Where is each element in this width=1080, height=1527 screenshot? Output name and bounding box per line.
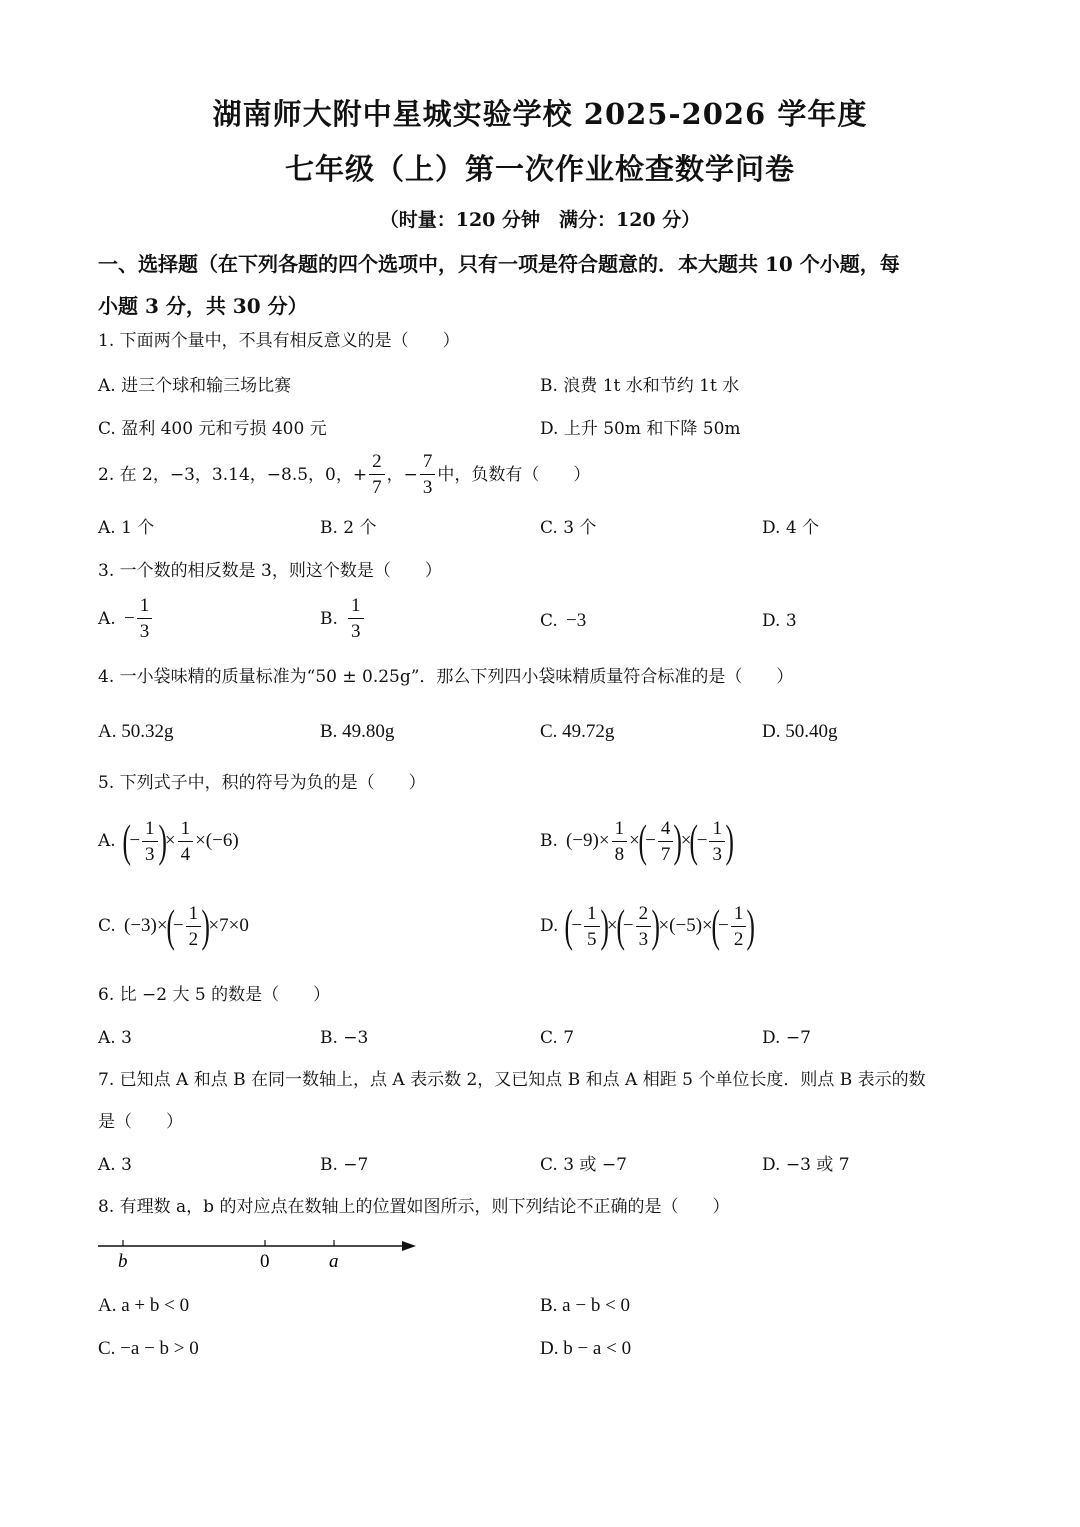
question-7-stem-line2: 是（ ）	[98, 1112, 183, 1132]
question-2-option-d[interactable]: D. 4 个	[762, 518, 820, 538]
question-2-option-a[interactable]: A. 1 个	[98, 518, 155, 538]
question-7-stem-line1: 7. 已知点 A 和点 B 在同一数轴上，点 A 表示数 2，又已知点 B 和点 A 相距 5 个单位长度．则点 B 表示的数	[98, 1070, 926, 1090]
question-1-option-b[interactable]: B. 浪费 1t 水和节约 1t 水	[540, 376, 740, 396]
question-6-option-d[interactable]: D. −7	[762, 1028, 811, 1048]
question-8-option-b[interactable]: B. a − b < 0	[540, 1295, 631, 1316]
question-4-option-d[interactable]: D. 50.40g	[762, 721, 838, 742]
question-2-option-b[interactable]: B. 2 个	[320, 518, 377, 538]
fraction-7-3: $\frac{7}{3}$	[420, 452, 436, 497]
question-6-option-a[interactable]: A. 3	[98, 1028, 132, 1048]
question-8-stem: 8. 有理数 a，b 的对应点在数轴上的位置如图所示，则下列结论不正确的是（ ）	[98, 1197, 730, 1217]
question-3-option-a[interactable]: A. − $\frac{1}{3}$	[98, 596, 154, 641]
question-5-option-d[interactable]: D. ( − $\frac{1}{5}$ ) × ( − $\frac{2}{3}$ ) ×(−5)× ( − $\frac{1}{2}$ )	[540, 900, 756, 951]
question-6-option-b[interactable]: B. −3	[320, 1028, 369, 1048]
question-2-stem	[98, 452, 590, 497]
numberline-label-b: b	[118, 1251, 128, 1272]
fraction-2-7: $\frac{2}{7}$	[369, 452, 385, 497]
question-6-stem: 6. 比 −2 大 5 的数是（ ）	[98, 985, 331, 1005]
question-8-option-c[interactable]: C. −a − b > 0	[98, 1338, 199, 1359]
number-line-figure	[98, 1236, 428, 1276]
question-4-option-b[interactable]: B. 49.80g	[320, 721, 395, 742]
number-line-svg	[98, 1236, 428, 1276]
question-6-option-c[interactable]: C. 7	[540, 1028, 575, 1048]
section-heading-line2: 小题 3 分，共 30 分）	[98, 294, 308, 318]
question-3-option-d[interactable]: D. 3	[762, 611, 797, 631]
numberline-label-a: a	[329, 1251, 339, 1272]
question-8-option-d[interactable]: D. b − a < 0	[540, 1338, 632, 1359]
question-3-option-c[interactable]: C. −3	[540, 610, 587, 631]
question-1-stem: 1. 下面两个量中，不具有相反意义的是（ ）	[98, 331, 460, 351]
question-5-option-c[interactable]: C. (−3)× ( − $\frac{1}{2}$ ) ×7×0	[98, 900, 249, 951]
question-3-option-b[interactable]: B. $\frac{1}{3}$	[320, 596, 366, 641]
question-1-option-d[interactable]: D. 上升 50m 和下降 50m	[540, 419, 741, 439]
arrow-right-icon	[402, 1241, 416, 1251]
question-4-option-c[interactable]: C. 49.72g	[540, 721, 615, 742]
question-2-option-c[interactable]: C. 3 个	[540, 518, 597, 538]
question-2-prefix: 2. 在 2，−3，3.14，−8.5，0，+	[98, 464, 368, 485]
question-5-option-b[interactable]: B. (−9)× $\frac{1}{8}$ × ( − $\frac{4}{7}$ ) × ( − $\frac{1}{3}$ )	[540, 815, 734, 866]
question-5-stem: 5. 下列式子中，积的符号为负的是（ ）	[98, 773, 426, 793]
exam-meta: （时量：120 分钟 满分：120 分）	[379, 209, 701, 231]
question-1-option-a[interactable]: A. 进三个球和输三场比赛	[98, 376, 292, 396]
question-7-option-d[interactable]: D. −3 或 7	[762, 1155, 850, 1175]
question-1-option-c[interactable]: C. 盈利 400 元和亏损 400 元	[98, 419, 327, 439]
section-heading-line1: 一、选择题（在下列各题的四个选项中，只有一项是符合题意的．本大题共 10 个小题，每	[98, 252, 900, 276]
question-4-stem: 4. 一小袋味精的质量标准为“50 ± 0.25g”．那么下列四小袋味精质量符合标准的是（ ）	[98, 667, 794, 687]
question-7-option-a[interactable]: A. 3	[98, 1155, 132, 1175]
exam-title-line1: 湖南师大附中星城实验学校 2025-2026 学年度	[212, 97, 868, 131]
question-7-option-b[interactable]: B. −7	[320, 1155, 369, 1175]
question-2-mid: ，−	[386, 464, 418, 485]
numberline-label-0: 0	[260, 1251, 270, 1272]
question-5-option-a[interactable]: A. ( − $\frac{1}{3}$ ) × $\frac{1}{4}$ ×(−6)	[98, 815, 239, 866]
exam-title-line2: 七年级（上）第一次作业检查数学问卷	[284, 152, 795, 186]
question-8-option-a[interactable]: A. a + b < 0	[98, 1295, 190, 1316]
question-4-option-a[interactable]: A. 50.32g	[98, 721, 174, 742]
question-3-stem: 3. 一个数的相反数是 3，则这个数是（ ）	[98, 561, 442, 581]
question-2-suffix: 中，负数有（ ）	[437, 464, 591, 485]
question-7-option-c[interactable]: C. 3 或 −7	[540, 1155, 627, 1175]
